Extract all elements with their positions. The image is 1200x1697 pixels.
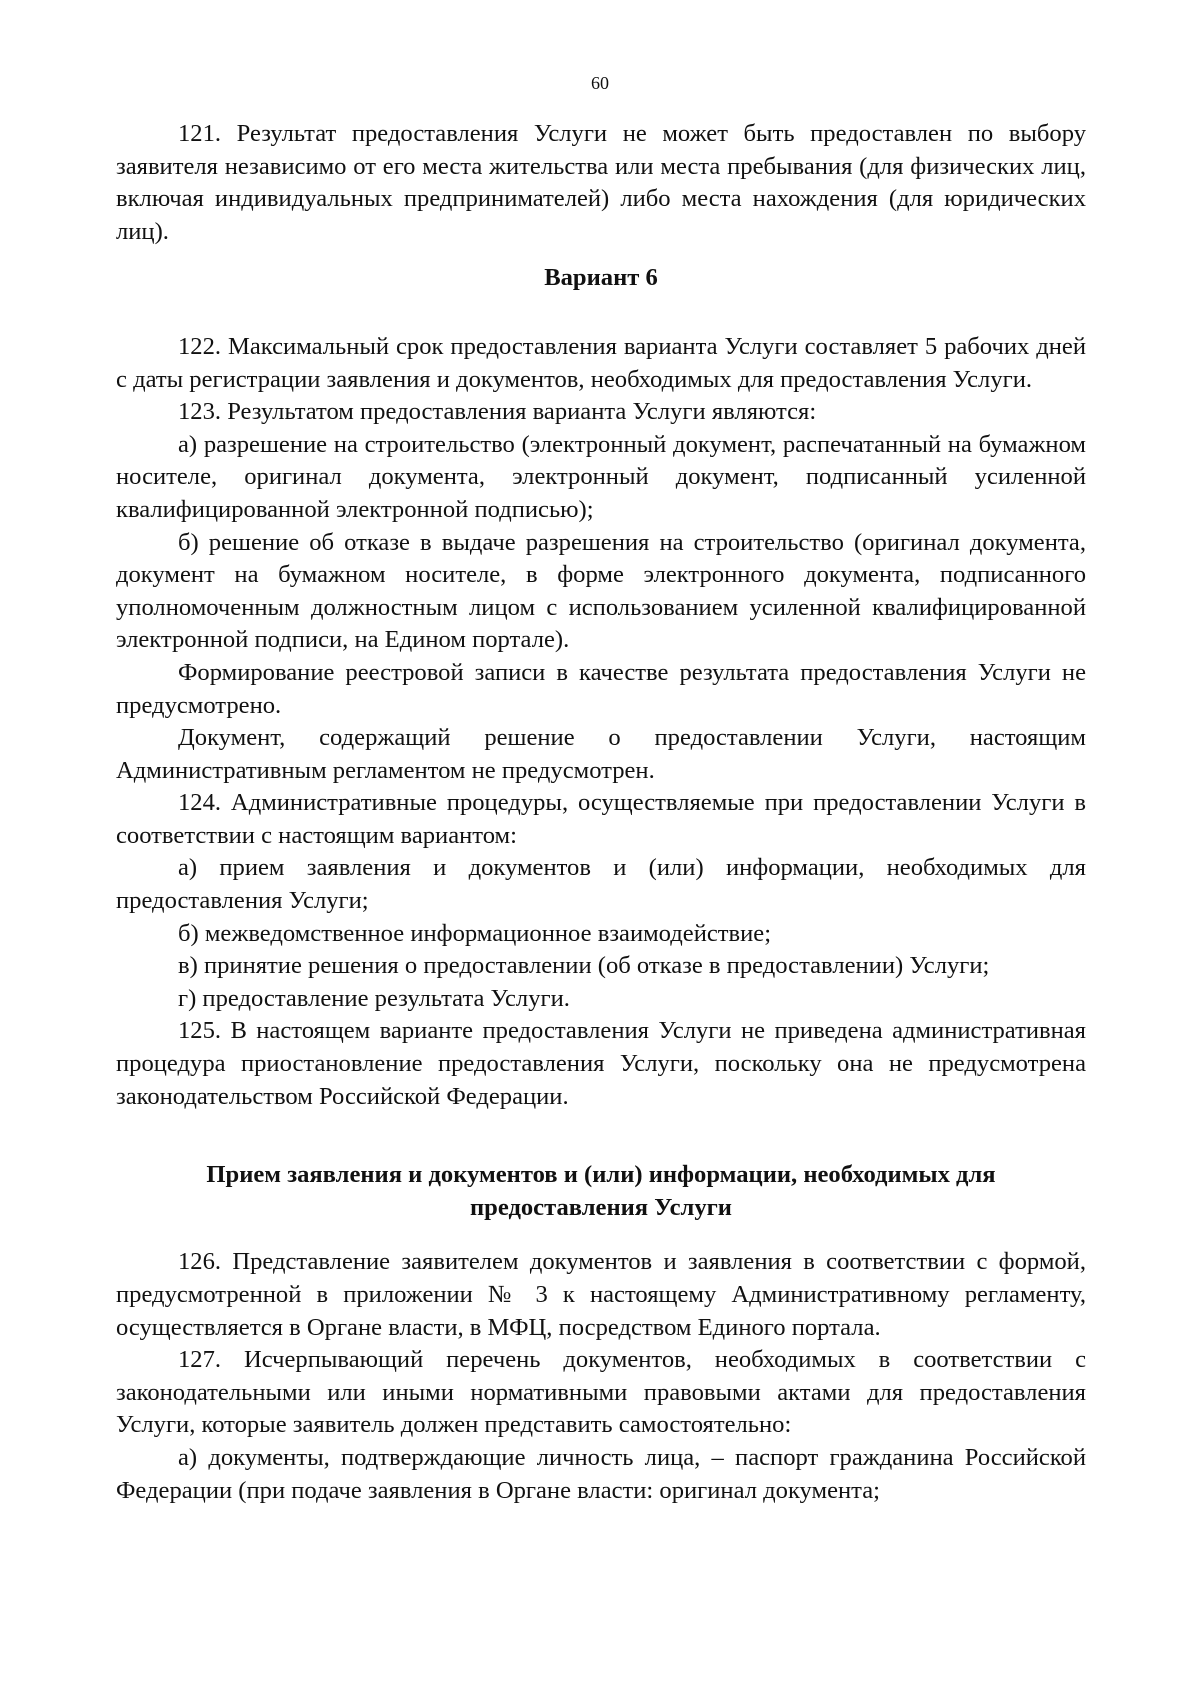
paragraph-124-c: в) принятие решения о предоставлении (об отказе в предоставлении) Услуги; <box>178 952 990 980</box>
page-number: 60 <box>591 73 609 93</box>
paragraph-124-b: б) межведомственное информационное взаимодействие; <box>178 919 772 947</box>
paragraph-124: 124. Административные процедуры, осуществляемые при предоставлении Услуги в соответствии с настоящим вариантом: <box>116 789 1086 849</box>
paragraph-127: 127. Исчерпывающий перечень документов, необходимых в соответствии с законодательными или иными нормативными правовыми актами для предоставления Услуги, которые заявитель должен представить самостоятельно: <box>116 1346 1086 1439</box>
paragraph-124-a: а) прием заявления и документов и (или) информации, необходимых для предоставления Услуги; <box>116 854 1086 915</box>
document-body <box>116 118 1086 1507</box>
paragraph-123-b: б) решение об отказе в выдаче разрешения на строительство (оригинал документа, документ на бумажном носителе, в форме электронного документа, подписанного уполномоченным должностным лицом с использованием усиленной квалифицированной электронной подписи, на Едином портале). <box>116 528 1086 654</box>
paragraph-127-a: а) документы, подтверждающие личность лица, – паспорт гражданина Российской Федерации (при подаче заявления в Органе власти: оригинал документа; <box>116 1443 1086 1504</box>
paragraph-124-d: г) предоставление результата Услуги. <box>178 984 570 1012</box>
paragraph-126: 126. Представление заявителем документов и заявления в соответствии с формой, предусмотренной в приложении № 3 к настоящему Административному регламенту, осуществляется в Органе власти, в МФЦ, посредством Единого портала. <box>116 1248 1086 1341</box>
paragraph-125: 125. В настоящем варианте предоставления Услуги не приведена административная процедура приостановление предоставления Услуги, поскольку она не предусмотрена законодательством Российской Федерации. <box>116 1017 1086 1110</box>
paragraph-123-a: а) разрешение на строительство (электронный документ, распечатанный на бумажном носителе, оригинал документа, электронный документ, подписанный усиленной квалифицированной электронной подписью); <box>116 430 1086 523</box>
paragraph-122: 122. Максимальный срок предоставления варианта Услуги составляет 5 рабочих дней с даты регистрации заявления и документов, необходимых для предоставления Услуги. <box>116 332 1086 393</box>
heading-application-acceptance: Прием заявления и документов и (или) информации, необходимых для предоставления Услуги <box>206 1161 996 1221</box>
paragraph-decision-document: Документ, содержащий решение о предоставлении Услуги, настоящим Административным регламентом не предусмотрен. <box>116 724 1086 784</box>
paragraph-121: 121. Результат предоставления Услуги не может быть предоставлен по выбору заявителя независимо от его места жительства или места пребывания (для физических лиц, включая индивидуальных предпринимателей) либо места нахождения (для юридических лиц). <box>116 120 1086 245</box>
paragraph-123: 123. Результатом предоставления варианта Услуги являются: <box>178 398 817 426</box>
heading-variant-6: Вариант 6 <box>544 264 658 292</box>
paragraph-registry-record: Формирование реестровой записи в качестве результата предоставления Услуги не предусмотрено. <box>116 658 1086 719</box>
